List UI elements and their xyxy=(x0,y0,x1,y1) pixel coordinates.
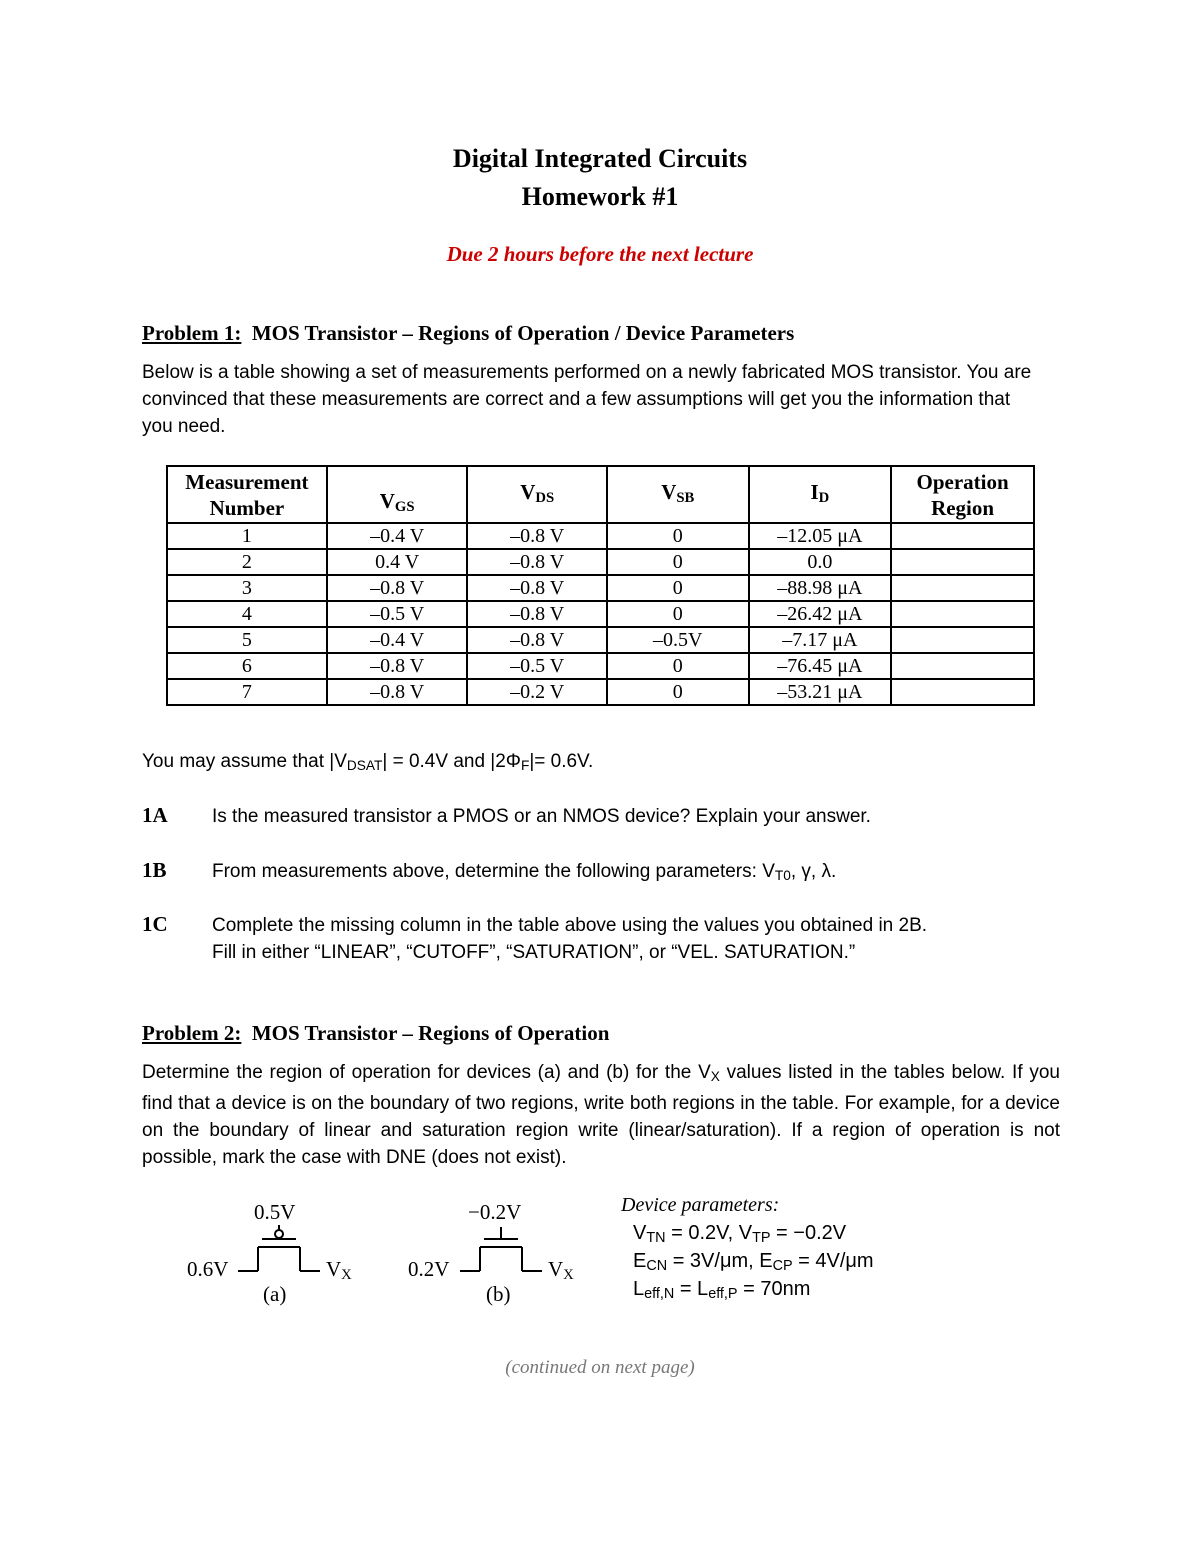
cell-vsb: 0 xyxy=(607,653,749,679)
continued-note: (continued on next page) xyxy=(505,1357,695,1378)
cell-vsb: 0 xyxy=(607,601,749,627)
cell-vds: –0.8 V xyxy=(467,575,607,601)
cell-vds: –0.8 V xyxy=(467,627,607,653)
question-1a-text: Is the measured transistor a PMOS or an NMOS device? Explain your answer. xyxy=(212,806,871,827)
header-measurement-number: Measurement Number xyxy=(167,466,327,523)
table-row xyxy=(167,679,1034,705)
cell-vgs: 0.4 V xyxy=(327,549,468,575)
problem2-heading xyxy=(142,1021,609,1046)
cell-region[interactable] xyxy=(891,627,1034,653)
cell-vds: –0.2 V xyxy=(467,679,607,705)
table-header-row xyxy=(167,466,1034,523)
question-1b-number: 1B xyxy=(142,858,167,882)
cell-vsb: 0 xyxy=(607,575,749,601)
circuit-b-drain-label: $V_X$ xyxy=(548,1257,574,1283)
device-params-line3: Leff,N = Leff,P = 70nm xyxy=(633,1278,811,1302)
cell-id: –12.05 μA xyxy=(749,523,892,549)
cell-id: –53.21 μA xyxy=(749,679,892,705)
header-vgs: $V_{GS}$ xyxy=(327,466,468,523)
cell-region[interactable] xyxy=(891,575,1034,601)
problem1-intro: Below is a table showing a set of measurements performed on a newly fabricated MOS transistor. You are convinced that these measurements are correct and a few assumptions will get you the information that you need. xyxy=(142,362,1032,437)
cell-num: 7 xyxy=(167,679,327,705)
table-row xyxy=(167,575,1034,601)
device-params-line1: VTN = 0.2V, VTP = −0.2V xyxy=(633,1222,847,1246)
cell-region[interactable] xyxy=(891,523,1034,549)
cell-vgs: –0.4 V xyxy=(327,523,468,549)
problem2-label: Problem 2: xyxy=(142,1021,242,1045)
problem2-intro: Determine the region of operation for devices (a) and (b) for the VX values listed in the tables below. If you find that a device is on the boundary of two regions, write both regions in the table. For example, for a device on the boundary of linear and saturation region write (linear/saturation). If a region of operation is not possible, mark the case with DNE (does not exist). xyxy=(142,1062,1060,1168)
cell-id: 0.0 xyxy=(749,549,892,575)
circuit-a xyxy=(150,1195,370,1315)
header-id: $I_D$ xyxy=(749,466,892,523)
device-params-title: Device parameters: xyxy=(621,1194,780,1216)
cell-vgs: –0.5 V xyxy=(327,601,468,627)
cell-vds: –0.8 V xyxy=(467,601,607,627)
question-1c-line1: Complete the missing column in the table above using the values you obtained in 2B. xyxy=(212,915,928,936)
cell-vds: –0.8 V xyxy=(467,523,607,549)
measurement-table xyxy=(166,465,1035,706)
question-1c-number: 1C xyxy=(142,912,168,936)
question-1c-line2: Fill in either “LINEAR”, “CUTOFF”, “SATURATION”, or “VEL. SATURATION.” xyxy=(212,942,856,963)
cell-vds: –0.5 V xyxy=(467,653,607,679)
question-1b-text: From measurements above, determine the following parameters: VT0, γ, λ. xyxy=(212,861,837,883)
cell-num: 4 xyxy=(167,601,327,627)
circuit-a-source-label: 0.6V xyxy=(187,1257,229,1281)
cell-num: 2 xyxy=(167,549,327,575)
circuit-a-label: (a) xyxy=(263,1282,287,1306)
nmos-transistor-symbol xyxy=(372,1195,592,1315)
cell-num: 1 xyxy=(167,523,327,549)
cell-vgs: –0.8 V xyxy=(327,653,468,679)
cell-vds: –0.8 V xyxy=(467,549,607,575)
cell-id: –26.42 μA xyxy=(749,601,892,627)
cell-region[interactable] xyxy=(891,679,1034,705)
problem2-title: MOS Transistor – Regions of Operation xyxy=(251,1021,610,1045)
assumption-line: You may assume that |VDSAT| = 0.4V and |2ΦF|= 0.6V. xyxy=(142,751,594,773)
cell-region[interactable] xyxy=(891,653,1034,679)
circuit-b-gate-label: −0.2V xyxy=(468,1200,522,1224)
cell-id: –88.98 μA xyxy=(749,575,892,601)
pmos-transistor-symbol xyxy=(150,1195,370,1315)
question-1a-number: 1A xyxy=(142,803,168,827)
cell-vgs: –0.8 V xyxy=(327,679,468,705)
document-subtitle: Homework #1 xyxy=(521,182,679,211)
circuit-b-label: (b) xyxy=(486,1282,511,1306)
table-row xyxy=(167,653,1034,679)
cell-id: –7.17 μA xyxy=(749,627,892,653)
problem1-label: Problem 1: xyxy=(142,321,242,345)
table-row xyxy=(167,601,1034,627)
cell-vgs: –0.4 V xyxy=(327,627,468,653)
table-row xyxy=(167,523,1034,549)
due-note: Due 2 hours before the next lecture xyxy=(446,242,754,266)
cell-vsb: 0 xyxy=(607,679,749,705)
cell-region[interactable] xyxy=(891,601,1034,627)
header-operation-region: Operation Region xyxy=(891,466,1034,523)
cell-id: –76.45 μA xyxy=(749,653,892,679)
cell-vgs: –0.8 V xyxy=(327,575,468,601)
cell-num: 3 xyxy=(167,575,327,601)
header-vsb: $V_{SB}$ xyxy=(607,466,749,523)
header-vds: $V_{DS}$ xyxy=(467,466,607,523)
cell-num: 5 xyxy=(167,627,327,653)
cell-vsb: 0 xyxy=(607,549,749,575)
cell-vsb: 0 xyxy=(607,523,749,549)
document-title: Digital Integrated Circuits xyxy=(452,144,748,173)
cell-region[interactable] xyxy=(891,549,1034,575)
table-row xyxy=(167,627,1034,653)
device-params-line2: ECN = 3V/μm, ECP = 4V/μm xyxy=(633,1250,874,1274)
problem1-heading xyxy=(142,321,794,346)
cell-vsb: –0.5V xyxy=(607,627,749,653)
cell-num: 6 xyxy=(167,653,327,679)
circuit-a-gate-label: 0.5V xyxy=(254,1200,296,1224)
circuit-b-source-label: 0.2V xyxy=(408,1257,450,1281)
circuit-a-drain-label: $V_X$ xyxy=(326,1257,352,1283)
circuit-b xyxy=(372,1195,592,1315)
problem1-title: MOS Transistor – Regions of Operation / Device Parameters xyxy=(251,321,795,345)
table-row xyxy=(167,549,1034,575)
